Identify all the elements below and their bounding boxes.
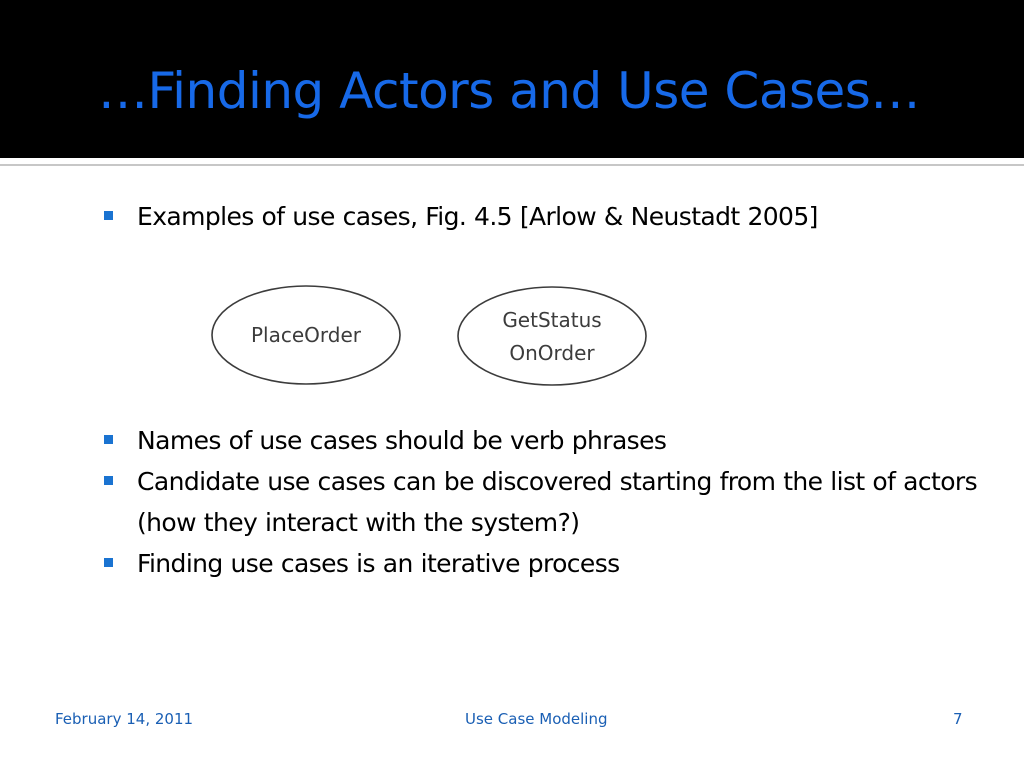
bullet-list-bottom xyxy=(100,420,1010,584)
slide-title: …Finding Actors and Use Cases… xyxy=(98,62,920,120)
title-separator xyxy=(0,158,1024,162)
use-case-label-line-2: OnOrder xyxy=(509,341,595,365)
bullet-item xyxy=(100,461,1010,543)
bullet-list-top xyxy=(100,196,1010,237)
bullet-square-icon xyxy=(104,558,113,567)
footer-date: February 14, 2011 xyxy=(55,710,194,728)
use-case-label-line-1: GetStatus xyxy=(502,308,602,332)
bullet-item xyxy=(100,420,1010,461)
bullet-item xyxy=(100,543,1010,584)
bullet-square-icon xyxy=(104,211,113,220)
bullet-square-icon xyxy=(104,476,113,485)
bullet-square-icon xyxy=(104,435,113,444)
bullet-text: Candidate use cases can be discovered starting from the list of actors (how they interact with the system?) xyxy=(137,467,978,537)
title-underline xyxy=(0,164,1024,166)
page-number: 7 xyxy=(953,710,963,728)
bullet-text: Finding use cases is an iterative process xyxy=(137,549,620,578)
footer-topic: Use Case Modeling xyxy=(465,710,608,728)
use-case-label: PlaceOrder xyxy=(250,323,362,347)
bullet-item xyxy=(100,196,1010,237)
title-band xyxy=(0,0,1024,158)
use-case-ellipse xyxy=(458,287,646,385)
bullet-text: Examples of use cases, Fig. 4.5 [Arlow & Neustadt 2005] xyxy=(137,202,818,231)
use-case-get-status-on-order xyxy=(458,287,646,385)
use-case-place-order xyxy=(212,286,400,384)
bullet-text: Names of use cases should be verb phrases xyxy=(137,426,667,455)
use-case-figure xyxy=(206,282,654,392)
